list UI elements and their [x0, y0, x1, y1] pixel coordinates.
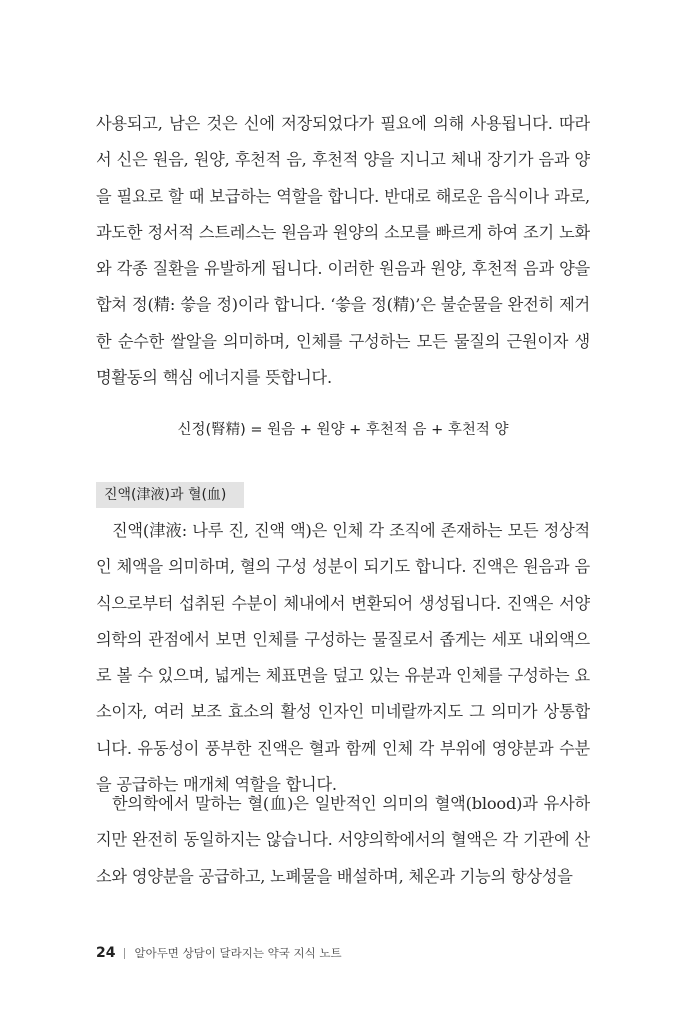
body-paragraph-fluid: 진액(津液: 나루 진, 진액 액)은 인체 각 조직에 존재하는 모든 정상적인 체액을 의미하며, 혈의 구성 성분이 되기도 합니다. 진액은 원음과 음식으로부터 섭취된 수분이 체내에서 변환되어 생성됩니다. 진액은 서양의학의 관점에서 보면 인체를 구성하는 물질로서 좁게는 세포 내외액으로 볼 수 있으며, 넓게는 체표면을 덮고 있는 유분과 인체를 구성하는 요소이자, 여러 보조 효소의 활성 인자인 미네랄까지도 그 의미가 상통합니다. 유동성이 풍부한 진액은 혈과 함께 인체 각 부위에 영양분과 수분을 공급하는 매개체 역할을 합니다.	[96, 521, 590, 795]
body-paragraph-intro: 사용되고, 남은 것은 신에 저장되었다가 필요에 의해 사용됩니다. 따라서 신은 원음, 원양, 후천적 음, 후천적 양을 지니고 체내 장기가 음과 양을 필요로 할 때 보급하는 역할을 합니다. 반대로 해로운 음식이나 과로, 과도한 정서적 스트레스는 원음과 원양의 소모를 빠르게 하여 조기 노화와 각종 질환을 유발하게 됩니다. 이러한 원음과 원양, 후천적 음과 양을 합쳐 정(精: 씋을 정)이라 합니다. ‘씋을 정(精)’은 불순물을 완전히 제거한 순수한 쌀알을 의미하며, 인체를 구성하는 모든 물질의 근원이자 생명활동의 핵심 에너지를 뜻합니다.	[96, 114, 590, 388]
footer-divider	[124, 948, 125, 959]
page-footer	[96, 945, 342, 961]
section-heading: 진액(津液)과 혈(血)	[96, 482, 244, 508]
formula-line: 신정(腎精) = 원음 + 원양 + 후천적 음 + 후천적 양	[177, 422, 509, 438]
book-title: 알아두면 상담이 달라지는 약국 지식 노트	[134, 946, 342, 960]
body-paragraph-blood: 한의학에서 말하는 혈(血)은 일반적인 의미의 혈액(blood)과 유사하지만 완전히 동일하지는 않습니다. 서양의학에서의 혈액은 각 기관에 산소와 영양분을 공급하고, 노폐물을 배설하며, 체온과 기능의 항상성을	[96, 794, 590, 886]
page-number: 24	[96, 945, 116, 961]
